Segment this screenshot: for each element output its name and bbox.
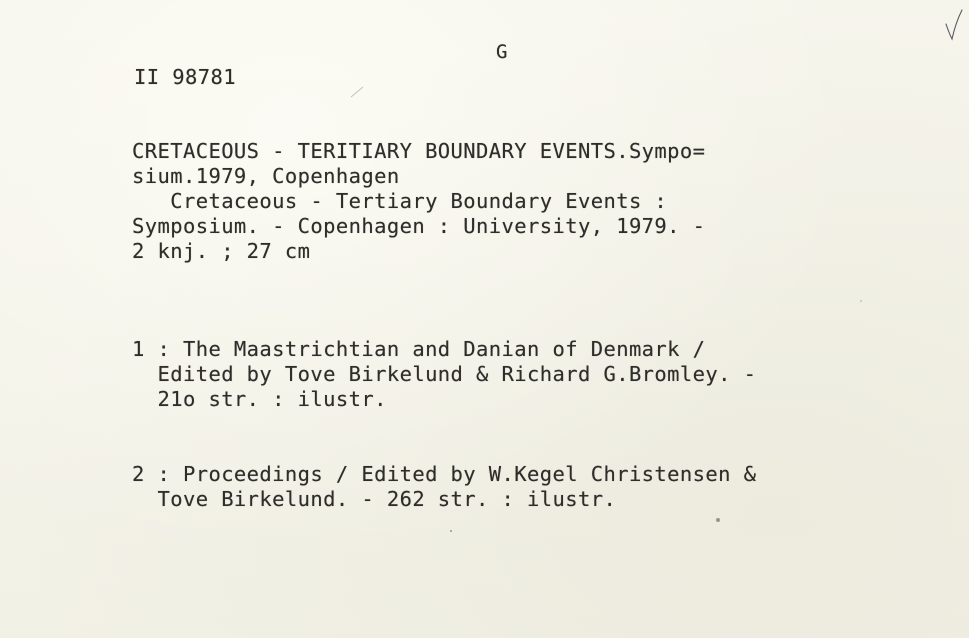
paper-speck [200,480,202,482]
filing-letter: G [496,41,508,63]
volume-entry: 1 : The Maastrichtian and Danian of Denmark / Edited by Tove Birkelund & Richard G.Bromley. - 21o str. : ilustr. [132,337,757,411]
pencil-mark [350,86,364,98]
paper-speck [450,530,452,532]
paper-speck [860,300,862,302]
volume-entry: 2 : Proceedings / Edited by W.Kegel Christensen & Tove Birkelund. - 262 str. : ilustr. [132,462,757,511]
paper-speck [716,518,720,522]
main-entry-heading: CRETACEOUS - TERITIARY BOUNDARY EVENTS.Sympo= sium.1979, Copenhagen [132,139,706,188]
check-mark-icon [944,8,964,42]
call-number: II 98781 [134,65,236,89]
title-statement: Cretaceous - Tertiary Boundary Events : Symposium. - Copenhagen : University, 1979. - 2 knj. ; 27 cm [132,189,706,263]
volume-contents [132,287,756,562]
